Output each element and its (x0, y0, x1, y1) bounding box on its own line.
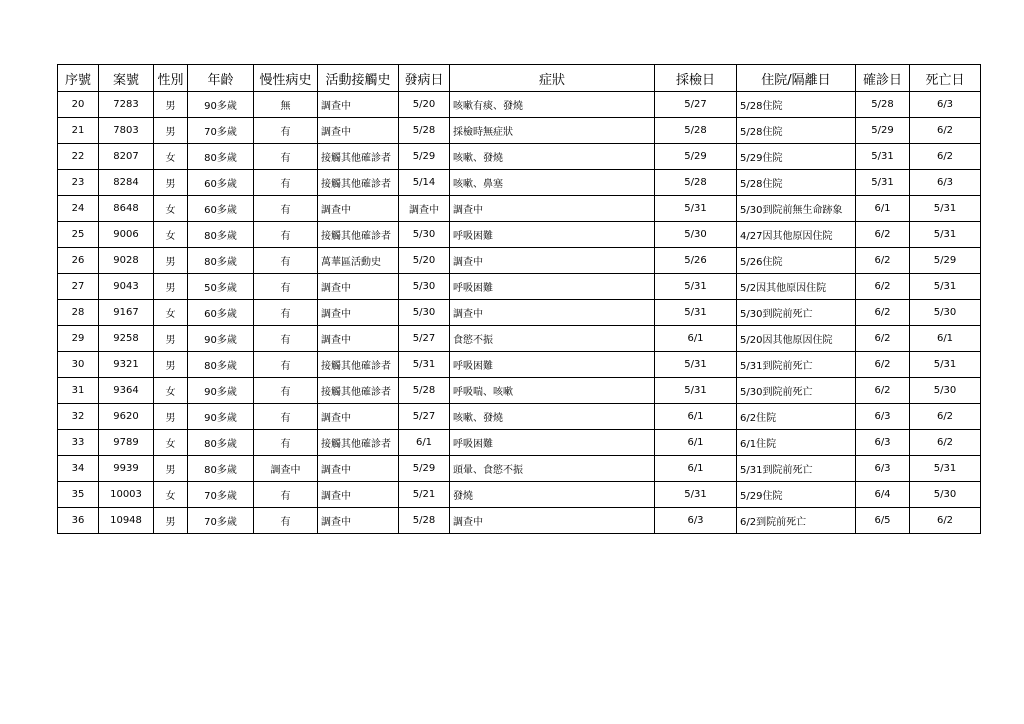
cell-case-id: 8284 (99, 170, 154, 196)
cell-test-date: 5/28 (655, 170, 737, 196)
table-row (58, 144, 981, 170)
cell-death: 5/30 (910, 482, 981, 508)
cell-test-date: 5/31 (655, 196, 737, 222)
cell-confirmed: 6/1 (856, 196, 910, 222)
cell-serial: 35 (58, 482, 99, 508)
cell-symptoms: 呼吸困難 (450, 222, 655, 248)
cell-hospital: 5/31到院前死亡 (737, 352, 856, 378)
cell-chronic: 有 (254, 222, 318, 248)
cell-sex: 女 (154, 144, 188, 170)
cell-hospital: 6/2到院前死亡 (737, 508, 856, 534)
cell-chronic: 有 (254, 300, 318, 326)
cell-contact: 調查中 (318, 274, 399, 300)
cell-case-id: 9321 (99, 352, 154, 378)
cell-onset: 調查中 (399, 196, 450, 222)
cell-hospital: 5/29住院 (737, 144, 856, 170)
col-header-case-id: 案號 (99, 65, 154, 92)
cell-sex: 男 (154, 92, 188, 118)
cell-death: 6/2 (910, 404, 981, 430)
table-row (58, 404, 981, 430)
cell-case-id: 10948 (99, 508, 154, 534)
cell-serial: 33 (58, 430, 99, 456)
cell-contact: 接觸其他確診者 (318, 170, 399, 196)
cell-confirmed: 6/2 (856, 300, 910, 326)
cell-contact: 接觸其他確診者 (318, 430, 399, 456)
cell-confirmed: 6/3 (856, 430, 910, 456)
cell-serial: 25 (58, 222, 99, 248)
col-header-serial: 序號 (58, 65, 99, 92)
cell-serial: 30 (58, 352, 99, 378)
cell-death: 6/3 (910, 170, 981, 196)
cell-contact: 調查中 (318, 456, 399, 482)
col-header-symptoms: 症狀 (450, 65, 655, 92)
cell-contact: 接觸其他確診者 (318, 222, 399, 248)
cell-sex: 女 (154, 430, 188, 456)
cell-symptoms: 咳嗽、鼻塞 (450, 170, 655, 196)
cell-hospital: 5/28住院 (737, 118, 856, 144)
cell-test-date: 5/27 (655, 92, 737, 118)
cell-sex: 男 (154, 118, 188, 144)
cell-hospital: 5/30到院前死亡 (737, 378, 856, 404)
cell-case-id: 9043 (99, 274, 154, 300)
cell-onset: 5/27 (399, 404, 450, 430)
cell-age: 80多歲 (188, 248, 254, 274)
cell-sex: 女 (154, 378, 188, 404)
table-row (58, 326, 981, 352)
cell-contact: 調查中 (318, 300, 399, 326)
cell-contact: 調查中 (318, 326, 399, 352)
cell-hospital: 4/27因其他原因住院 (737, 222, 856, 248)
table-row (58, 508, 981, 534)
col-header-contact: 活動接觸史 (318, 65, 399, 92)
cell-age: 90多歲 (188, 378, 254, 404)
cell-contact: 調查中 (318, 92, 399, 118)
cell-confirmed: 6/2 (856, 378, 910, 404)
table-row (58, 222, 981, 248)
cell-test-date: 5/28 (655, 118, 737, 144)
cell-hospital: 6/1住院 (737, 430, 856, 456)
cell-sex: 女 (154, 482, 188, 508)
cell-symptoms: 呼吸困難 (450, 274, 655, 300)
cell-test-date: 5/31 (655, 274, 737, 300)
cell-hospital: 5/28住院 (737, 92, 856, 118)
cell-confirmed: 6/3 (856, 456, 910, 482)
cell-case-id: 9167 (99, 300, 154, 326)
cell-test-date: 5/26 (655, 248, 737, 274)
cell-symptoms: 咳嗽、發燒 (450, 404, 655, 430)
cell-age: 90多歲 (188, 404, 254, 430)
table-row (58, 118, 981, 144)
col-header-death: 死亡日 (910, 65, 981, 92)
cell-sex: 男 (154, 352, 188, 378)
cell-confirmed: 6/2 (856, 222, 910, 248)
cell-case-id: 8207 (99, 144, 154, 170)
cell-death: 5/31 (910, 352, 981, 378)
cell-chronic: 有 (254, 196, 318, 222)
cell-death: 5/31 (910, 196, 981, 222)
cell-onset: 5/28 (399, 378, 450, 404)
table-row (58, 352, 981, 378)
cell-onset: 5/28 (399, 508, 450, 534)
cell-hospital: 5/31到院前死亡 (737, 456, 856, 482)
cell-sex: 男 (154, 248, 188, 274)
death-case-table (57, 64, 981, 534)
cell-symptoms: 發燒 (450, 482, 655, 508)
cell-hospital: 5/30到院前死亡 (737, 300, 856, 326)
cell-symptoms: 調查中 (450, 300, 655, 326)
table-row (58, 196, 981, 222)
table-row (58, 378, 981, 404)
cell-test-date: 6/1 (655, 456, 737, 482)
cell-age: 80多歲 (188, 456, 254, 482)
cell-death: 6/1 (910, 326, 981, 352)
cell-age: 80多歲 (188, 430, 254, 456)
cell-serial: 36 (58, 508, 99, 534)
cell-symptoms: 採檢時無症狀 (450, 118, 655, 144)
cell-onset: 5/31 (399, 352, 450, 378)
col-header-chronic: 慢性病史 (254, 65, 318, 92)
cell-test-date: 5/31 (655, 352, 737, 378)
col-header-test-date: 採檢日 (655, 65, 737, 92)
cell-onset: 5/29 (399, 144, 450, 170)
cell-serial: 20 (58, 92, 99, 118)
cell-chronic: 有 (254, 170, 318, 196)
cell-symptoms: 咳嗽有痰、發燒 (450, 92, 655, 118)
cell-chronic: 有 (254, 404, 318, 430)
header-row (58, 65, 981, 92)
cell-hospital: 5/29住院 (737, 482, 856, 508)
cell-serial: 31 (58, 378, 99, 404)
cell-hospital: 5/20因其他原因住院 (737, 326, 856, 352)
cell-serial: 32 (58, 404, 99, 430)
col-header-age: 年齡 (188, 65, 254, 92)
cell-confirmed: 5/28 (856, 92, 910, 118)
cell-sex: 男 (154, 274, 188, 300)
cell-chronic: 有 (254, 274, 318, 300)
cell-symptoms: 調查中 (450, 196, 655, 222)
cell-onset: 5/20 (399, 248, 450, 274)
cell-death: 5/31 (910, 274, 981, 300)
cell-serial: 28 (58, 300, 99, 326)
col-header-sex: 性別 (154, 65, 188, 92)
cell-case-id: 7283 (99, 92, 154, 118)
cell-case-id: 10003 (99, 482, 154, 508)
cell-test-date: 5/31 (655, 378, 737, 404)
cell-chronic: 有 (254, 118, 318, 144)
cell-sex: 男 (154, 404, 188, 430)
cell-onset: 5/29 (399, 456, 450, 482)
cell-sex: 男 (154, 326, 188, 352)
cell-contact: 調查中 (318, 404, 399, 430)
cell-test-date: 5/31 (655, 300, 737, 326)
cell-sex: 男 (154, 456, 188, 482)
cell-test-date: 5/29 (655, 144, 737, 170)
cell-onset: 5/20 (399, 92, 450, 118)
cell-case-id: 9258 (99, 326, 154, 352)
cell-serial: 21 (58, 118, 99, 144)
cell-onset: 5/27 (399, 326, 450, 352)
cell-test-date: 5/30 (655, 222, 737, 248)
cell-confirmed: 6/2 (856, 274, 910, 300)
cell-symptoms: 頭暈、食慾不振 (450, 456, 655, 482)
cell-case-id: 9028 (99, 248, 154, 274)
cell-contact: 接觸其他確診者 (318, 378, 399, 404)
col-header-confirmed: 確診日 (856, 65, 910, 92)
cell-age: 50多歲 (188, 274, 254, 300)
cell-case-id: 8648 (99, 196, 154, 222)
cell-test-date: 5/31 (655, 482, 737, 508)
cell-onset: 6/1 (399, 430, 450, 456)
cell-symptoms: 呼吸困難 (450, 430, 655, 456)
cell-death: 6/2 (910, 508, 981, 534)
cell-test-date: 6/3 (655, 508, 737, 534)
cell-age: 80多歲 (188, 144, 254, 170)
cell-confirmed: 6/2 (856, 352, 910, 378)
cell-sex: 男 (154, 170, 188, 196)
cell-case-id: 9789 (99, 430, 154, 456)
cell-serial: 24 (58, 196, 99, 222)
cell-serial: 23 (58, 170, 99, 196)
cell-age: 60多歲 (188, 300, 254, 326)
cell-death: 6/2 (910, 144, 981, 170)
cell-contact: 調查中 (318, 196, 399, 222)
cell-death: 5/30 (910, 378, 981, 404)
cell-symptoms: 咳嗽、發燒 (450, 144, 655, 170)
cell-case-id: 9364 (99, 378, 154, 404)
cell-age: 90多歲 (188, 92, 254, 118)
cell-hospital: 5/30到院前無生命跡象 (737, 196, 856, 222)
cell-symptoms: 調查中 (450, 508, 655, 534)
cell-death: 5/31 (910, 222, 981, 248)
cell-serial: 27 (58, 274, 99, 300)
cell-age: 60多歲 (188, 170, 254, 196)
cell-sex: 男 (154, 508, 188, 534)
cell-death: 5/31 (910, 456, 981, 482)
cell-chronic: 有 (254, 378, 318, 404)
cell-sex: 女 (154, 300, 188, 326)
cell-contact: 接觸其他確診者 (318, 352, 399, 378)
cell-confirmed: 5/29 (856, 118, 910, 144)
cell-chronic: 無 (254, 92, 318, 118)
table-row (58, 274, 981, 300)
cell-symptoms: 呼吸困難 (450, 352, 655, 378)
cell-chronic: 調查中 (254, 456, 318, 482)
cell-age: 70多歲 (188, 508, 254, 534)
table-row (58, 430, 981, 456)
cell-onset: 5/30 (399, 222, 450, 248)
cell-chronic: 有 (254, 144, 318, 170)
cell-death: 5/29 (910, 248, 981, 274)
cell-age: 70多歲 (188, 118, 254, 144)
cell-hospital: 5/2因其他原因住院 (737, 274, 856, 300)
cell-hospital: 5/26住院 (737, 248, 856, 274)
cell-death: 6/2 (910, 118, 981, 144)
cell-serial: 22 (58, 144, 99, 170)
cell-contact: 萬華區活動史 (318, 248, 399, 274)
table-row (58, 456, 981, 482)
cell-contact: 調查中 (318, 118, 399, 144)
cell-onset: 5/28 (399, 118, 450, 144)
table-row (58, 300, 981, 326)
cell-onset: 5/21 (399, 482, 450, 508)
col-header-onset: 發病日 (399, 65, 450, 92)
table-row (58, 248, 981, 274)
cell-confirmed: 6/3 (856, 404, 910, 430)
table-body (58, 92, 981, 534)
cell-contact: 接觸其他確診者 (318, 144, 399, 170)
cell-chronic: 有 (254, 430, 318, 456)
cell-contact: 調查中 (318, 482, 399, 508)
cell-sex: 女 (154, 222, 188, 248)
cell-death: 5/30 (910, 300, 981, 326)
cell-serial: 34 (58, 456, 99, 482)
table-row (58, 482, 981, 508)
cell-onset: 5/30 (399, 300, 450, 326)
cell-case-id: 9620 (99, 404, 154, 430)
col-header-hospital: 住院/隔離日 (737, 65, 856, 92)
cell-chronic: 有 (254, 482, 318, 508)
table-row (58, 170, 981, 196)
cell-chronic: 有 (254, 352, 318, 378)
cell-age: 80多歲 (188, 352, 254, 378)
cell-confirmed: 6/2 (856, 326, 910, 352)
cell-serial: 26 (58, 248, 99, 274)
cell-age: 70多歲 (188, 482, 254, 508)
cell-case-id: 9939 (99, 456, 154, 482)
cell-test-date: 6/1 (655, 430, 737, 456)
cell-hospital: 6/2住院 (737, 404, 856, 430)
cell-death: 6/3 (910, 92, 981, 118)
cell-death: 6/2 (910, 430, 981, 456)
cell-confirmed: 6/4 (856, 482, 910, 508)
cell-symptoms: 食慾不振 (450, 326, 655, 352)
cell-symptoms: 呼吸喘、咳嗽 (450, 378, 655, 404)
cell-chronic: 有 (254, 248, 318, 274)
cell-onset: 5/30 (399, 274, 450, 300)
cell-serial: 29 (58, 326, 99, 352)
cell-contact: 調查中 (318, 508, 399, 534)
cell-test-date: 6/1 (655, 404, 737, 430)
cell-age: 80多歲 (188, 222, 254, 248)
cell-test-date: 6/1 (655, 326, 737, 352)
cell-sex: 女 (154, 196, 188, 222)
cell-chronic: 有 (254, 326, 318, 352)
cell-onset: 5/14 (399, 170, 450, 196)
cell-chronic: 有 (254, 508, 318, 534)
cell-hospital: 5/28住院 (737, 170, 856, 196)
cell-case-id: 7803 (99, 118, 154, 144)
cell-age: 60多歲 (188, 196, 254, 222)
cell-age: 90多歲 (188, 326, 254, 352)
cell-confirmed: 5/31 (856, 144, 910, 170)
cell-confirmed: 6/2 (856, 248, 910, 274)
cell-confirmed: 5/31 (856, 170, 910, 196)
cell-confirmed: 6/5 (856, 508, 910, 534)
cell-case-id: 9006 (99, 222, 154, 248)
cell-symptoms: 調查中 (450, 248, 655, 274)
table-row (58, 92, 981, 118)
